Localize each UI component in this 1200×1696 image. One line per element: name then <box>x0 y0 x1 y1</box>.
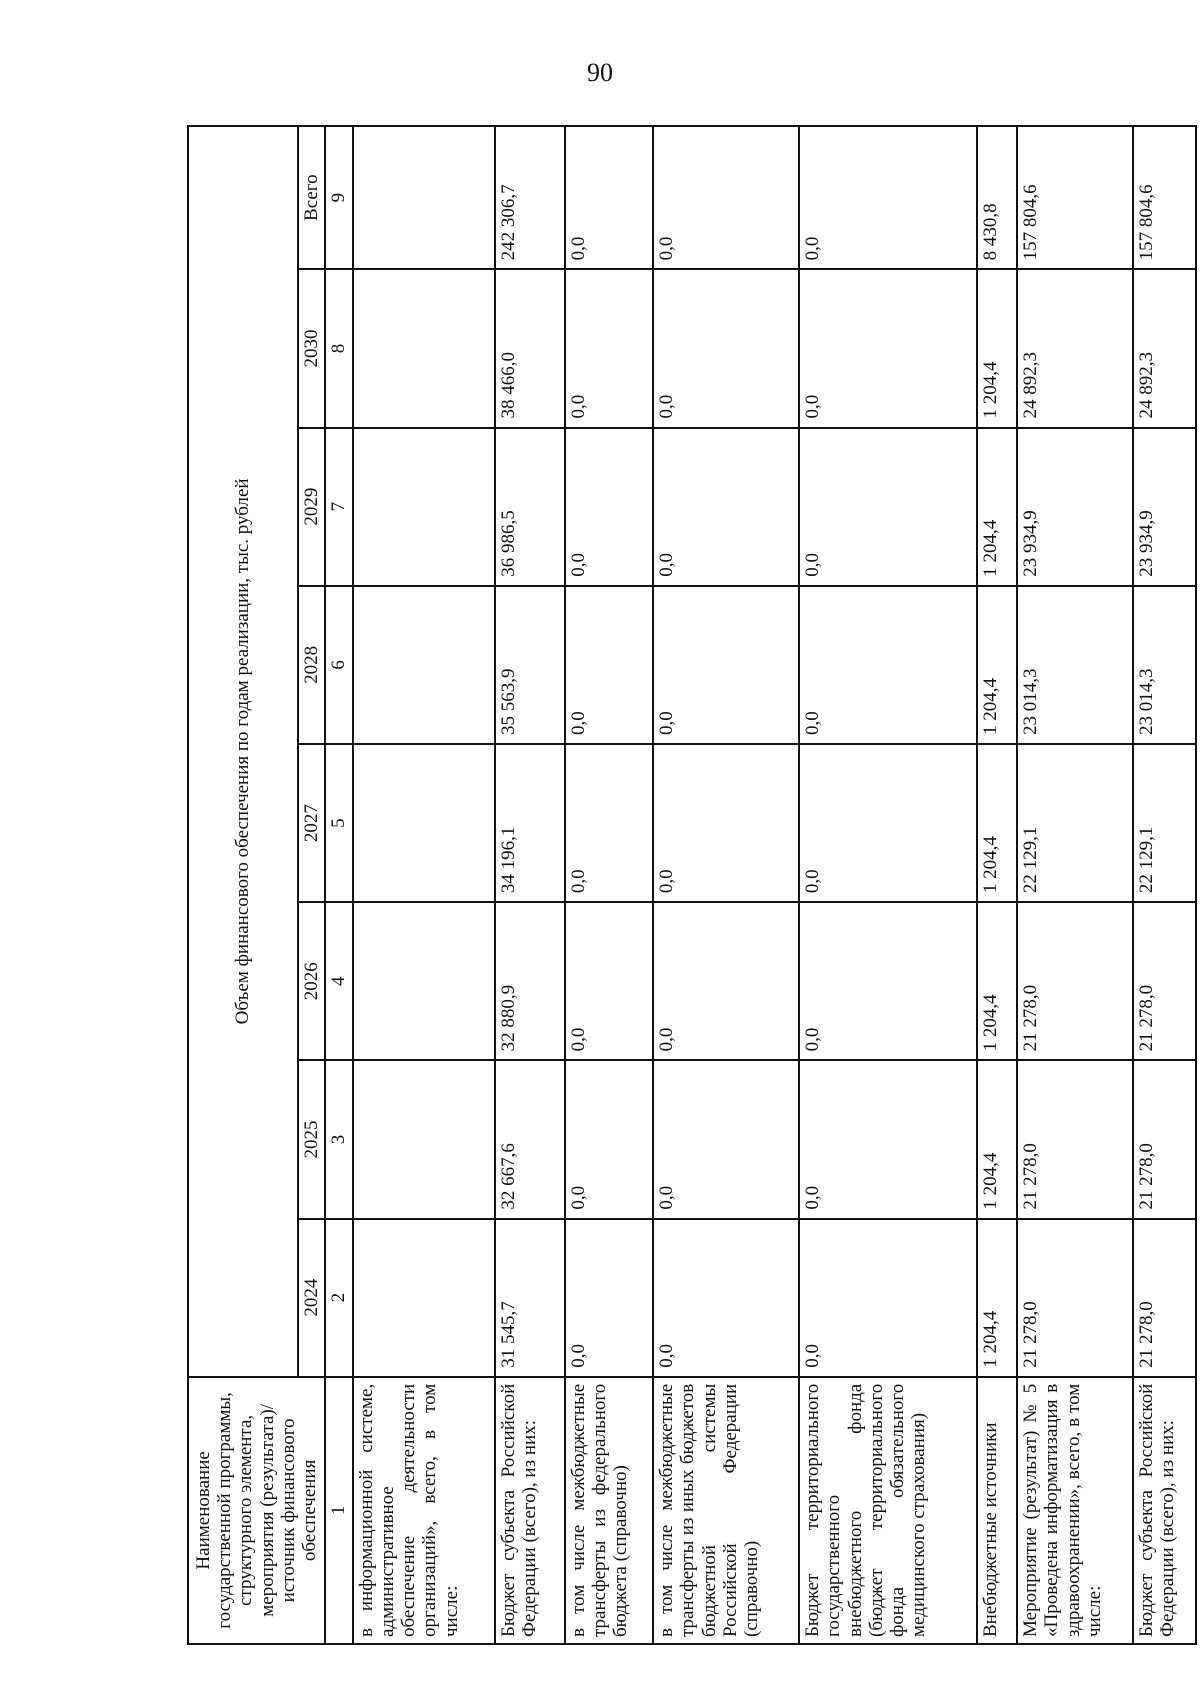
row-value-cell: 0,0 <box>565 269 654 427</box>
header-column-number: 8 <box>325 269 352 427</box>
header-year: Всего <box>298 126 325 269</box>
table-row <box>653 126 799 1644</box>
row-value-cell: 1 204,4 <box>977 586 1018 744</box>
row-value-cell <box>353 126 495 269</box>
header-year: 2025 <box>298 1060 325 1218</box>
table-row <box>799 126 977 1644</box>
header-column-number: 4 <box>325 902 352 1060</box>
row-value-cell: 0,0 <box>653 1060 799 1218</box>
row-name-cell: в том числе межбюджетные трансферты из иных бюджетов бюджетной системы Российской Федерации (справочно) <box>653 1377 799 1644</box>
row-value-cell: 21 278,0 <box>1017 1060 1132 1218</box>
row-value-cell: 157 804,6 <box>1017 126 1132 269</box>
row-value-cell: 32 667,6 <box>495 1060 565 1218</box>
row-value-cell: 36 986,5 <box>495 428 565 586</box>
row-value-cell <box>353 428 495 586</box>
header-year: 2026 <box>298 902 325 1060</box>
financing-table <box>187 125 1197 1645</box>
row-value-cell: 21 278,0 <box>1017 1219 1132 1377</box>
row-value-cell: 23 934,9 <box>1133 428 1196 586</box>
row-name-cell: Мероприятие (результат) № 5 «Проведена информатизация в здравоохранении», всего, в том числе: <box>1017 1377 1132 1644</box>
row-value-cell: 0,0 <box>653 1219 799 1377</box>
header-column-number: 2 <box>325 1219 352 1377</box>
row-value-cell: 0,0 <box>565 126 654 269</box>
row-value-cell: 1 204,4 <box>977 744 1018 902</box>
row-value-cell: 0,0 <box>799 1060 977 1218</box>
row-value-cell: 157 804,6 <box>1133 126 1196 269</box>
row-value-cell <box>353 269 495 427</box>
row-value-cell: 0,0 <box>653 428 799 586</box>
row-value-cell: 0,0 <box>799 902 977 1060</box>
row-name-cell: в информационной системе, административное обеспечение деятельности организаций», всего, в том числе: <box>353 1377 495 1644</box>
row-value-cell: 21 278,0 <box>1133 902 1196 1060</box>
header-year: 2027 <box>298 744 325 902</box>
row-name-cell: в том числе межбюджетные трансферты из федерального бюджета (справочно) <box>565 1377 654 1644</box>
row-name-cell: Бюджет территориального государственного внебюджетного фонда (бюджет территориального фонда обязательного медицинского страхования) <box>799 1377 977 1644</box>
table-row <box>565 126 654 1644</box>
row-value-cell: 32 880,9 <box>495 902 565 1060</box>
table-row <box>1133 126 1196 1644</box>
header-column-number: 3 <box>325 1060 352 1218</box>
row-value-cell: 22 129,1 <box>1133 744 1196 902</box>
row-value-cell: 0,0 <box>799 1219 977 1377</box>
row-value-cell: 21 278,0 <box>1017 902 1132 1060</box>
header-year: 2029 <box>298 428 325 586</box>
row-value-cell: 0,0 <box>799 744 977 902</box>
row-value-cell: 0,0 <box>653 269 799 427</box>
row-value-cell: 8 430,8 <box>977 126 1018 269</box>
table-body <box>353 126 1196 1644</box>
row-value-cell: 21 278,0 <box>1133 1060 1196 1218</box>
header-year: 2030 <box>298 269 325 427</box>
row-value-cell: 23 014,3 <box>1017 586 1132 744</box>
header-column-number: 9 <box>325 126 352 269</box>
row-value-cell: 1 204,4 <box>977 269 1018 427</box>
header-year: 2028 <box>298 586 325 744</box>
header-group: Объем финансового обеспечения по годам реализации, тыс. рублей <box>188 126 298 1377</box>
row-value-cell: 1 204,4 <box>977 1060 1018 1218</box>
row-name-cell: Внебюджетные источники <box>977 1377 1018 1644</box>
row-value-cell: 23 014,3 <box>1133 586 1196 744</box>
row-value-cell: 0,0 <box>799 586 977 744</box>
row-value-cell <box>353 744 495 902</box>
row-value-cell: 21 278,0 <box>1133 1219 1196 1377</box>
row-value-cell: 0,0 <box>565 744 654 902</box>
table-row <box>495 126 565 1644</box>
row-value-cell: 0,0 <box>653 902 799 1060</box>
header-column-number: 5 <box>325 744 352 902</box>
row-value-cell <box>353 1219 495 1377</box>
row-value-cell: 35 563,9 <box>495 586 565 744</box>
row-value-cell: 0,0 <box>565 1219 654 1377</box>
row-value-cell: 1 204,4 <box>977 902 1018 1060</box>
row-value-cell: 22 129,1 <box>1017 744 1132 902</box>
header-name-column: Наименование государственной программы, структурного элемента, мероприятия (результата)/источник финансового обеспечения <box>188 1377 325 1644</box>
row-name-cell: Бюджет субъекта Российской Федерации (всего), из них: <box>1133 1377 1196 1644</box>
row-value-cell: 0,0 <box>653 586 799 744</box>
row-value-cell: 0,0 <box>799 269 977 427</box>
row-value-cell <box>353 586 495 744</box>
row-value-cell: 0,0 <box>799 126 977 269</box>
header-column-number: 7 <box>325 428 352 586</box>
rotated-table-container <box>187 125 1197 1645</box>
row-value-cell: 242 306,7 <box>495 126 565 269</box>
row-value-cell: 0,0 <box>565 902 654 1060</box>
row-value-cell: 23 934,9 <box>1017 428 1132 586</box>
row-value-cell: 1 204,4 <box>977 1219 1018 1377</box>
row-value-cell: 34 196,1 <box>495 744 565 902</box>
row-value-cell: 24 892,3 <box>1133 269 1196 427</box>
row-value-cell <box>353 1060 495 1218</box>
row-value-cell: 1 204,4 <box>977 428 1018 586</box>
header-column-number: 1 <box>325 1377 352 1644</box>
row-value-cell: 31 545,7 <box>495 1219 565 1377</box>
header-column-number: 6 <box>325 586 352 744</box>
header-year: 2024 <box>298 1219 325 1377</box>
table-row <box>1017 126 1132 1644</box>
row-value-cell: 0,0 <box>565 428 654 586</box>
row-name-cell: Бюджет субъекта Российской Федерации (всего), из них: <box>495 1377 565 1644</box>
row-value-cell: 38 466,0 <box>495 269 565 427</box>
row-value-cell: 0,0 <box>565 586 654 744</box>
row-value-cell: 0,0 <box>565 1060 654 1218</box>
row-value-cell <box>353 902 495 1060</box>
row-value-cell: 0,0 <box>653 126 799 269</box>
page-number: 90 <box>587 58 613 87</box>
row-value-cell: 0,0 <box>799 428 977 586</box>
row-value-cell: 0,0 <box>653 744 799 902</box>
table-row <box>977 126 1018 1644</box>
row-value-cell: 24 892,3 <box>1017 269 1132 427</box>
header-column-numbers-row <box>325 126 352 1644</box>
table-row <box>353 126 495 1644</box>
